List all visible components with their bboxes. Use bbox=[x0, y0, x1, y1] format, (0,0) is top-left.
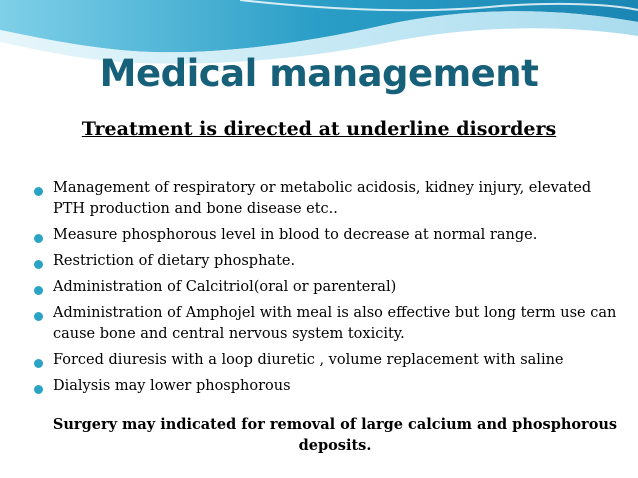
bullet-item-3 bbox=[34, 251, 624, 272]
slide-subtitle: Treatment is directed at underline disorders bbox=[81, 118, 557, 140]
bullet-item-5 bbox=[34, 303, 624, 345]
bullet-text: Forced diuresis with a loop diuretic , volume replacement with saline bbox=[53, 352, 564, 368]
bullet-text: Administration of Amphojel with meal is also effective but long term use can cause bone and central nervous system toxicity. bbox=[53, 305, 617, 342]
bullet-item-1 bbox=[34, 178, 624, 220]
bullet-item-7 bbox=[34, 376, 624, 397]
bullet-text: Dialysis may lower phosphorous bbox=[53, 378, 291, 394]
bullet-text: Administration of Calcitriol(oral or parenteral) bbox=[53, 279, 397, 295]
conclusion-text: Surgery may indicated for removal of large calcium and phosphorous deposits. bbox=[52, 416, 618, 454]
bullet-dot-icon bbox=[34, 260, 43, 269]
bullet-dot-icon bbox=[34, 359, 43, 368]
bullet-dot-icon bbox=[34, 385, 43, 394]
bullet-item-6 bbox=[34, 350, 624, 371]
bullet-dot-icon bbox=[34, 286, 43, 295]
bullet-text: Management of respiratory or metabolic acidosis, kidney injury, elevated PTH production and bone disease etc.. bbox=[53, 180, 592, 217]
bullet-item-2 bbox=[34, 225, 624, 246]
bullet-text: Restriction of dietary phosphate. bbox=[53, 253, 296, 269]
bullet-text: Measure phosphorous level in blood to decrease at normal range. bbox=[53, 227, 538, 243]
bullet-dot-icon bbox=[34, 187, 43, 196]
bullet-list bbox=[34, 178, 624, 402]
bullet-dot-icon bbox=[34, 312, 43, 321]
bullet-dot-icon bbox=[34, 234, 43, 243]
bullet-item-4 bbox=[34, 277, 624, 298]
slide-title: Medical management bbox=[99, 52, 539, 95]
